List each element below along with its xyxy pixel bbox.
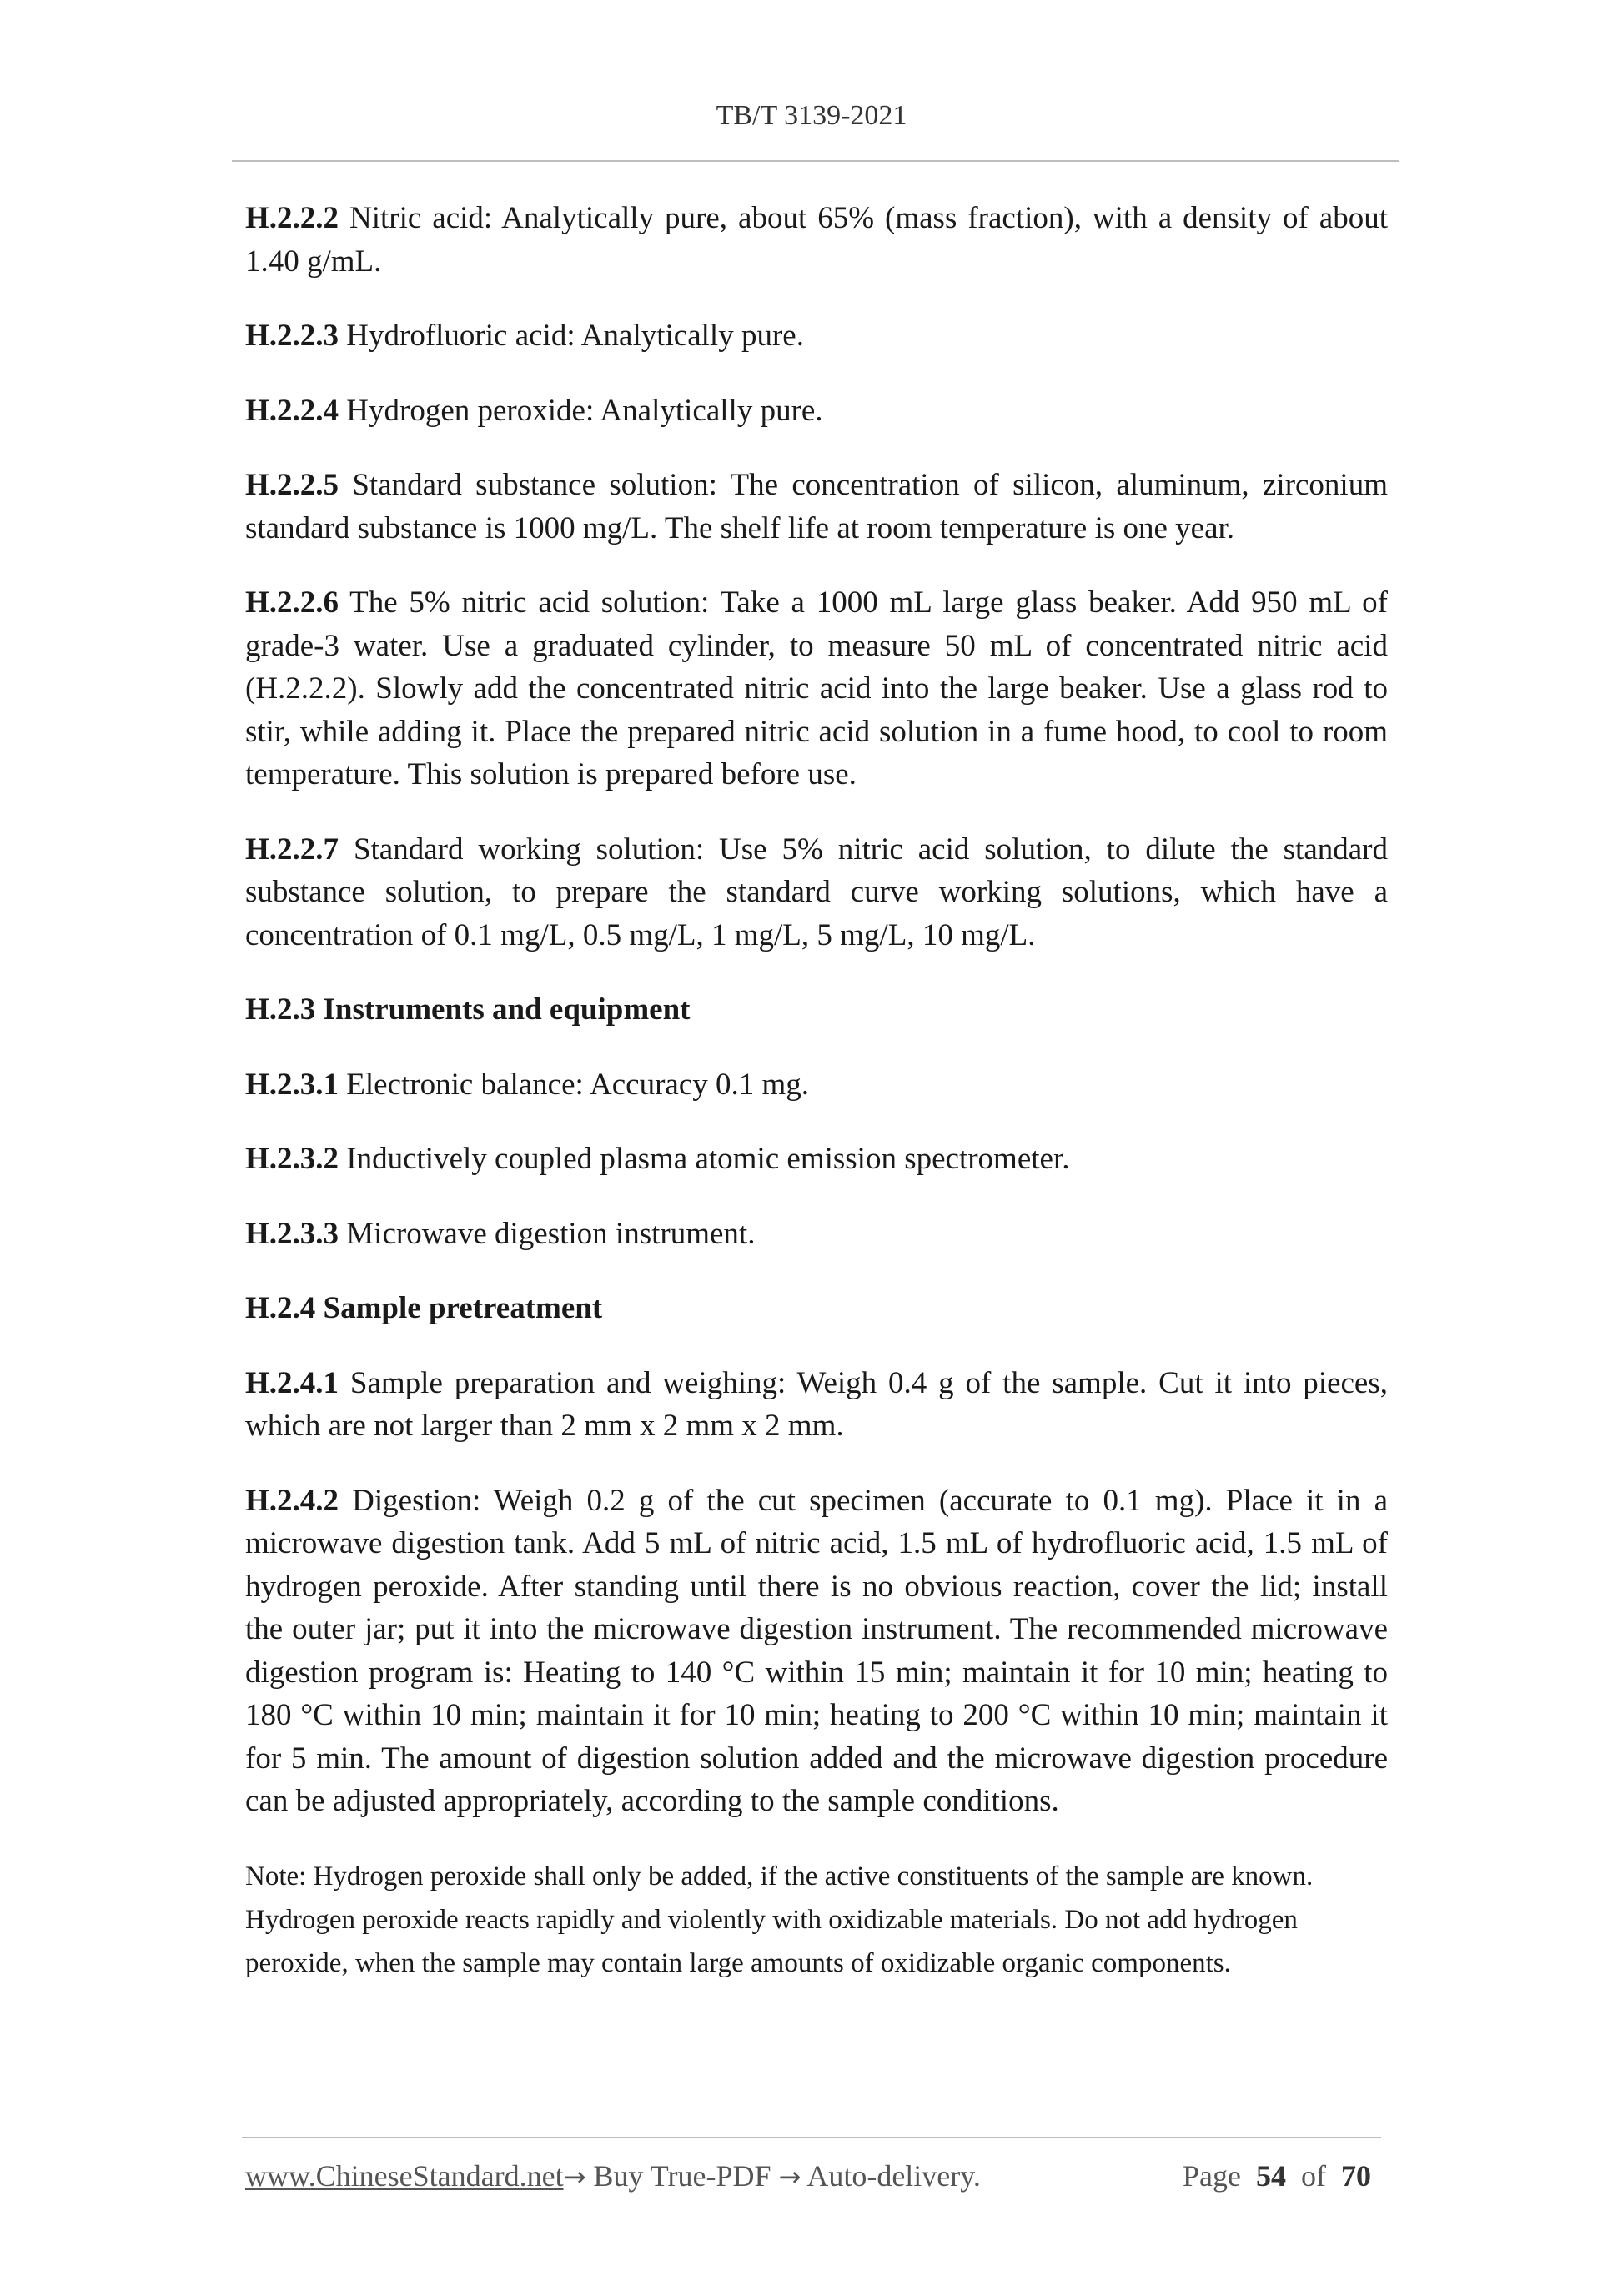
current-page: 54 <box>1256 2159 1286 2193</box>
page-header <box>0 100 1623 132</box>
section-title: Sample pretreatment <box>315 1291 603 1325</box>
clause-text: Electronic balance: Accuracy 0.1 mg. <box>339 1067 810 1102</box>
clause-text: The 5% nitric acid solution: Take a 1000 mL large glass beaker. Add 950 mL of grade-3 water. Use a graduated cylinder, to measure 50 mL of concentrated nitric acid (H.2.2.2). Slowly add the concentrated nitric acid into the large beaker. Use a glass rod to stir, while adding it. Place the prepared nitric acid solution in a fume hood, to cool to room temperature. This solution is prepared before use. <box>245 585 1388 791</box>
clause-h-2-3-1 <box>245 1063 1388 1107</box>
section-heading-h-2-3 <box>245 988 1388 1032</box>
clause-text: Nitric acid: Analytically pure, about 65% (mass fraction), with a density of about 1.40 g/mL. <box>245 201 1388 279</box>
arrow-right-icon: → <box>563 2161 586 2193</box>
clause-text: Inductively coupled plasma atomic emission spectrometer. <box>339 1142 1070 1176</box>
clause-h-2-3-2 <box>245 1138 1388 1181</box>
clause-h-2-4-2 <box>245 1480 1388 1823</box>
website-link[interactable]: www.ChineseStandard.net <box>245 2159 564 2193</box>
footer-divider <box>242 2137 1381 2138</box>
clause-h-2-4-1 <box>245 1362 1388 1448</box>
section-number: H.2.4 <box>245 1291 316 1325</box>
clause-number: H.2.2.4 <box>245 393 339 428</box>
clause-text: Standard substance solution: The concentration of silicon, aluminum, zirconium standard substance is 1000 mg/L. The shelf life at room temperature is one year. <box>245 468 1388 545</box>
section-number: H.2.3 <box>245 992 316 1027</box>
clause-h-2-2-6 <box>245 581 1388 796</box>
section-title: Instruments and equipment <box>315 992 691 1027</box>
clause-number: H.2.2.7 <box>245 831 339 867</box>
clause-number: H.2.2.3 <box>245 319 339 353</box>
clause-number: H.2.3.2 <box>245 1142 339 1176</box>
page-of-label: of <box>1301 2159 1326 2193</box>
header-divider <box>232 160 1399 162</box>
note-paragraph: Note: Hydrogen peroxide shall only be added, if the active constituents of the sample are known. Hydrogen peroxide reacts rapidly and violently with oxidizable materials. Do not add hydrogen peroxide, when the sample may contain large amounts of oxidizable organic components. <box>245 1861 1314 1978</box>
delivery-text: Auto-delivery. <box>801 2159 981 2193</box>
clause-text: Digestion: Weigh 0.2 g of the cut specimen (accurate to 0.1 mg). Place it in a microwave digestion tank. Add 5 mL of nitric acid, 1.5 mL of hydrofluoric acid, 1.5 mL of hydrogen peroxide. After standing until there is no obvious reaction, cover the lid; install the outer jar; put it into the microwave digestion instrument. The recommended microwave digestion program is: Heating to 140 °C within 15 min; maintain it for 10 min; heating to 180 °C within 10 min; maintain it for 10 min; heating to 200 °C within 10 min; maintain it for 5 min. The amount of digestion solution added and the microwave digestion procedure can be adjusted appropriately, according to the sample conditions. <box>245 1483 1388 1818</box>
page-label: Page <box>1183 2159 1241 2193</box>
clause-h-2-2-2 <box>245 197 1388 283</box>
clause-h-2-2-5 <box>245 464 1388 550</box>
clause-number: H.2.4.1 <box>245 1365 339 1400</box>
page-footer <box>245 2158 1381 2200</box>
footer-promo <box>245 2158 981 2193</box>
clause-number: H.2.2.5 <box>245 468 339 502</box>
section-heading-h-2-4 <box>245 1287 1388 1330</box>
arrow-right-icon: → <box>778 2161 801 2193</box>
clause-number: H.2.3.1 <box>245 1067 339 1102</box>
clause-number: H.2.3.3 <box>245 1216 339 1251</box>
document-body <box>245 197 1388 1985</box>
clause-text: Microwave digestion instrument. <box>339 1216 756 1251</box>
clause-number: H.2.4.2 <box>245 1483 339 1518</box>
document-id: TB/T 3139-2021 <box>716 100 907 131</box>
buy-text: Buy True-PDF <box>585 2159 779 2193</box>
clause-h-2-2-7 <box>245 828 1388 957</box>
total-pages: 70 <box>1341 2159 1371 2193</box>
clause-text: Hydrofluoric acid: Analytically pure. <box>339 319 804 353</box>
clause-h-2-3-3 <box>245 1213 1388 1256</box>
clause-number: H.2.2.2 <box>245 201 339 235</box>
clause-h-2-2-4 <box>245 389 1388 433</box>
clause-number: H.2.2.6 <box>245 585 339 620</box>
clause-text: Standard working solution: Use 5% nitric acid solution, to dilute the standard substance solution, to prepare the standard curve working solutions, which have a concentration of 0.1 mg/L, 0.5 mg/L, 1 mg/L, 5 mg/L, 10 mg/L. <box>245 831 1388 952</box>
clause-h-2-2-3 <box>245 314 1388 358</box>
page-counter <box>1183 2158 1371 2193</box>
clause-text: Hydrogen peroxide: Analytically pure. <box>339 393 823 428</box>
clause-text: Sample preparation and weighing: Weigh 0.4 g of the sample. Cut it into pieces, which are not larger than 2 mm x 2 mm x 2 mm. <box>245 1365 1388 1443</box>
